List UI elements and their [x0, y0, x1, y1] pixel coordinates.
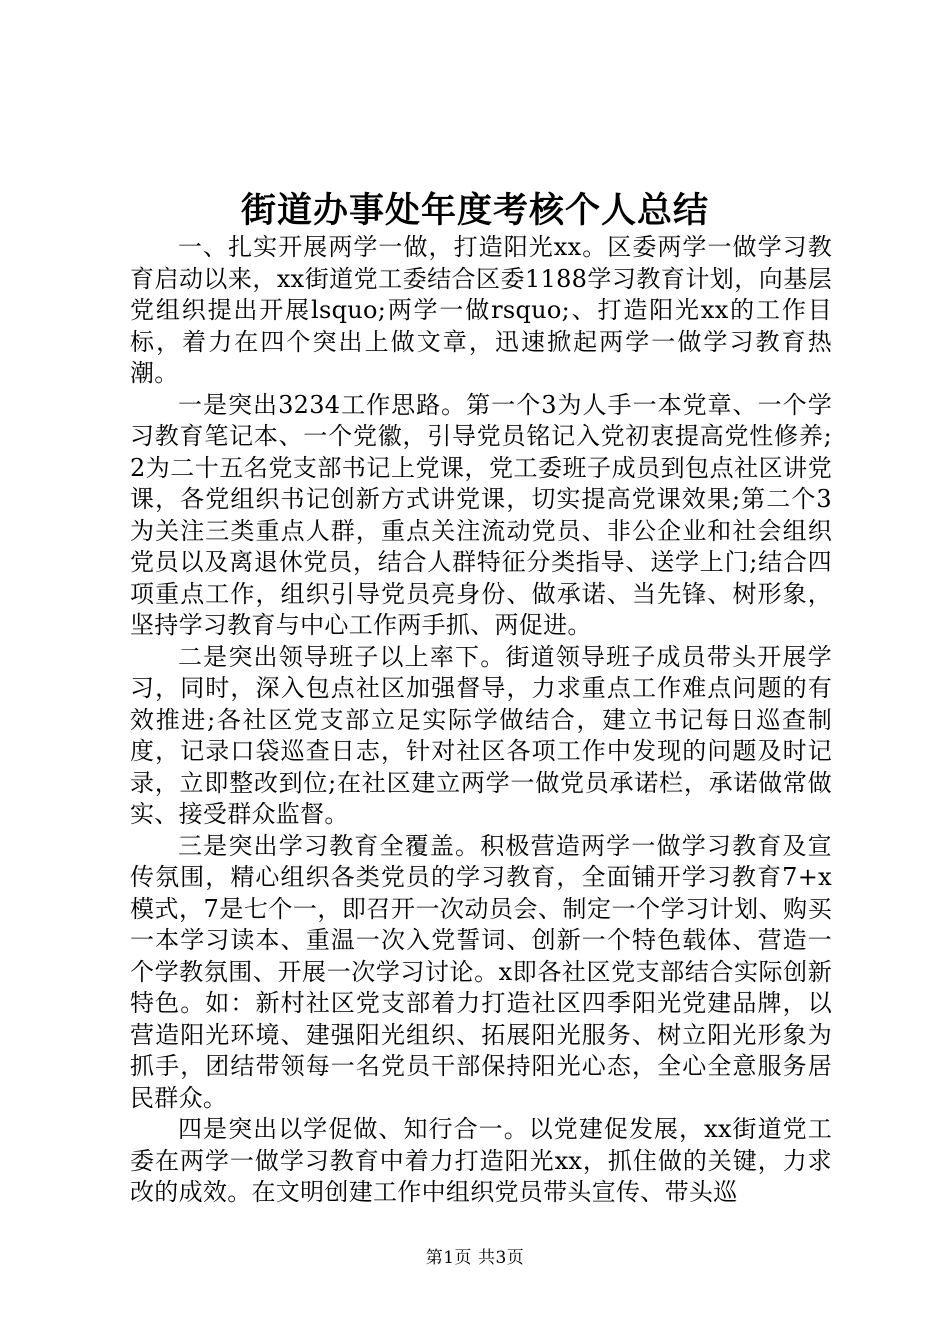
document-title: 街道办事处年度考核个人总结 [240, 190, 709, 231]
paragraph-2: 一是突出3234工作思路。第一个3为人手一本党章、一个学习教育笔记本、一个党徽，引导党员铭记入党初衷提高党性修养;2为二十五名党支部书记上党课，党工委班子成员到包点社区讲党课，各党组织书记创新方式讲党课，切实提高党课效果;第二个3为关注三类重点人群，重点关注流动党员、非公企业和社会组织党员以及离退休党员，结合人群特征分类指导、送学上门;结合四项重点工作，组织引导党员亮身份、做承诺、当先锋、树形象，坚持学习教育与中心工作两手抓、两促进。 [130, 390, 832, 639]
paragraph-3: 二是突出领导班子以上率下。街道领导班子成员带头开展学习，同时，深入包点社区加强督导，力求重点工作难点问题的有效推进;各社区党支部立足实际学做结合，建立书记每日巡查制度，记录口袋巡查日志，针对社区各项工作中发现的问题及时记录，立即整改到位;在社区建立两学一做党员承诺栏，承诺做常做实、接受群众监督。 [130, 642, 832, 828]
paragraph-1: 一、扎实开展两学一做，打造阳光xx。区委两学一做学习教育启动以来，xx街道党工委结合区委1188学习教育计划，向基层党组织提出开展lsquo;两学一做rsquo;、打造阳光xx的工作目标，着力在四个突出上做文章，迅速掀起两学一做学习教育热潮。 [130, 233, 832, 387]
paragraph-4: 三是突出学习教育全覆盖。积极营造两学一做学习教育及宣传氛围，精心组织各类党员的学习教育，全面铺开学习教育7+x模式，7是七个一，即召开一次动员会、制定一个学习计划、购买一本学习读本、重温一次入党誓词、创新一个特色载体、营造一个学教氛围、开展一次学习讨论。x即各社区党支部结合实际创新特色。如：新村社区党支部着力打造社区四季阳光党建品牌，以营造阳光环境、建强阳光组织、拓展阳光服务、树立阳光形象为抓手，团结带领每一名党员干部保持阳光心态，全心全意服务居民群众。 [130, 831, 832, 1112]
paragraph-5: 四是突出以学促做、知行合一。以党建促发展，xx街道党工委在两学一做学习教育中着力打造阳光xx，抓住做的关键，力求改的成效。在文明创建工作中组织党员带头宣传、带头巡 [130, 1115, 832, 1206]
document-body [130, 232, 832, 1209]
page-footer: 第1页 共3页 [425, 1248, 525, 1268]
